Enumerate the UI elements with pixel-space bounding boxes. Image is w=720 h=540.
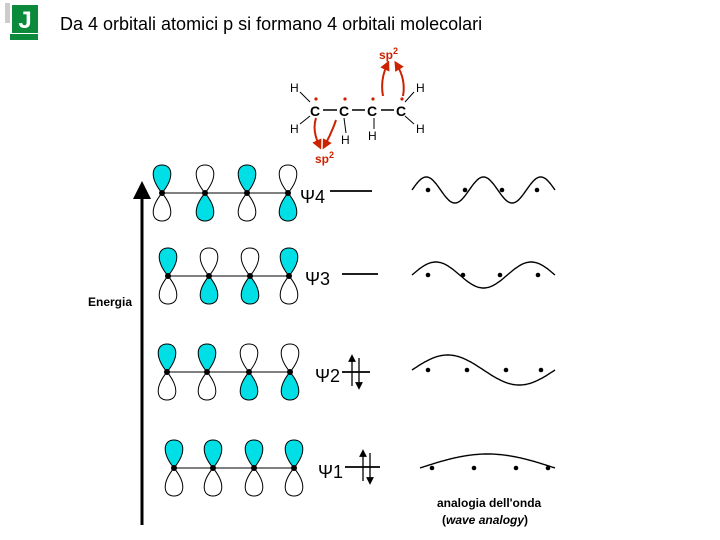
sp2-arrows-bottom xyxy=(315,118,336,145)
psi3-wave xyxy=(412,262,555,288)
carbon-nucleus-dot xyxy=(247,273,253,279)
wave-node-dot xyxy=(535,188,540,193)
p-lobe-filled xyxy=(200,276,218,304)
page-title: Da 4 orbitali atomici p si formano 4 orbitali molecolari xyxy=(60,14,483,34)
carbon-nucleus-dot xyxy=(202,190,208,196)
sp2-label-top: $sp^2$ xyxy=(379,46,399,62)
p-lobe-filled xyxy=(198,344,216,372)
p-lobe-filled xyxy=(153,165,171,193)
wave-node-dot xyxy=(498,273,503,278)
carbon-nucleus-dot xyxy=(285,190,291,196)
psi2-wave xyxy=(412,355,555,385)
carbon-nucleus-dot xyxy=(244,190,250,196)
wave-node-dot xyxy=(426,188,431,193)
p-lobe-empty xyxy=(204,468,222,496)
carbon-nucleus-dot xyxy=(291,465,297,471)
p-lobe-empty xyxy=(158,372,176,400)
carbon-nucleus-dot xyxy=(206,273,212,279)
carbon-nucleus-dot xyxy=(210,465,216,471)
wave-node-dot xyxy=(500,188,505,193)
hydrogen: H xyxy=(368,129,377,143)
carbon-nucleus-dot xyxy=(286,273,292,279)
p-lobe-empty xyxy=(241,248,259,276)
p-lobe-filled xyxy=(241,276,259,304)
orbital-rows xyxy=(153,165,303,496)
p-lobe-empty xyxy=(245,468,263,496)
p-lobe-empty xyxy=(153,193,171,221)
p-lobe-filled xyxy=(159,248,177,276)
carbon-nucleus-dot xyxy=(246,369,252,375)
carbon-nucleus-dot xyxy=(159,190,165,196)
wave-node-dot xyxy=(472,466,477,471)
wave-analogy xyxy=(412,177,555,470)
p-lobe-empty xyxy=(238,193,256,221)
p-lobe-filled xyxy=(165,440,183,468)
logo-letter: J xyxy=(18,7,32,34)
p-lobe-filled xyxy=(204,440,222,468)
p-lobe-filled xyxy=(240,372,258,400)
psi1-wave xyxy=(420,454,555,468)
hydrogen: H xyxy=(341,133,350,147)
p-lobe-empty xyxy=(280,276,298,304)
wave-node-dot xyxy=(426,368,431,373)
p-electron-dot xyxy=(343,97,346,100)
carbon-nucleus-dot xyxy=(164,369,170,375)
carbon-2: C xyxy=(339,103,350,119)
wave-node-dot xyxy=(426,273,431,278)
wave-node-dot xyxy=(514,466,519,471)
p-lobe-empty xyxy=(240,344,258,372)
wave-caption-line2: (wave analogy) xyxy=(442,513,529,527)
level-labels xyxy=(300,187,343,482)
wave-caption-line1: analogia dell'onda xyxy=(437,496,542,510)
carbon-nucleus-dot xyxy=(287,369,293,375)
p-lobe-empty xyxy=(200,248,218,276)
wave-node-dot xyxy=(463,188,468,193)
p-lobe-filled xyxy=(281,372,299,400)
p-lobe-filled xyxy=(245,440,263,468)
p-lobe-empty xyxy=(279,165,297,193)
psi4-wave xyxy=(412,177,555,203)
p-lobe-empty xyxy=(165,468,183,496)
wave-node-dot xyxy=(461,273,466,278)
p-lobe-filled xyxy=(285,440,303,468)
energy-axis xyxy=(88,190,142,525)
carbon-nucleus-dot xyxy=(251,465,257,471)
wave-node-dot xyxy=(465,368,470,373)
hydrogen: H xyxy=(290,122,299,136)
sp2-arrows-top xyxy=(382,65,404,96)
p-lobe-filled xyxy=(196,193,214,221)
hydrogen: H xyxy=(416,81,425,95)
p-electron-dot xyxy=(400,97,403,100)
carbon-4: C xyxy=(396,103,407,119)
p-lobe-empty xyxy=(159,276,177,304)
sp2-label-bottom: $sp^2$ xyxy=(315,150,335,166)
p-lobe-empty xyxy=(285,468,303,496)
energy-levels xyxy=(330,191,380,467)
psi1-label: Ψ1 xyxy=(318,462,344,482)
carbon-nucleus-dot xyxy=(171,465,177,471)
p-lobe-empty xyxy=(281,344,299,372)
p-lobe-empty xyxy=(198,372,216,400)
p-lobe-filled xyxy=(238,165,256,193)
p-lobe-filled xyxy=(280,248,298,276)
carbon-nucleus-dot xyxy=(165,273,171,279)
wave-node-dot xyxy=(536,273,541,278)
hydrogen: H xyxy=(290,81,299,95)
psi2-label: Ψ2 xyxy=(315,366,341,386)
carbon-1: C xyxy=(310,103,321,119)
wave-node-dot xyxy=(430,466,435,471)
p-electron-dot xyxy=(371,97,374,100)
psi4-label: Ψ4 xyxy=(300,187,326,207)
p-lobe-empty xyxy=(196,165,214,193)
psi3-label: Ψ3 xyxy=(305,269,331,289)
butadiene-structure xyxy=(290,46,425,166)
wave-node-dot xyxy=(546,466,551,471)
hydrogen: H xyxy=(416,122,425,136)
p-lobe-filled xyxy=(158,344,176,372)
p-lobe-filled xyxy=(279,193,297,221)
wave-node-dot xyxy=(539,368,544,373)
wave-node-dot xyxy=(504,368,509,373)
carbon-nucleus-dot xyxy=(204,369,210,375)
p-electron-dot xyxy=(314,97,317,100)
energy-axis-label: Energia xyxy=(88,295,133,309)
carbon-3: C xyxy=(367,103,378,119)
